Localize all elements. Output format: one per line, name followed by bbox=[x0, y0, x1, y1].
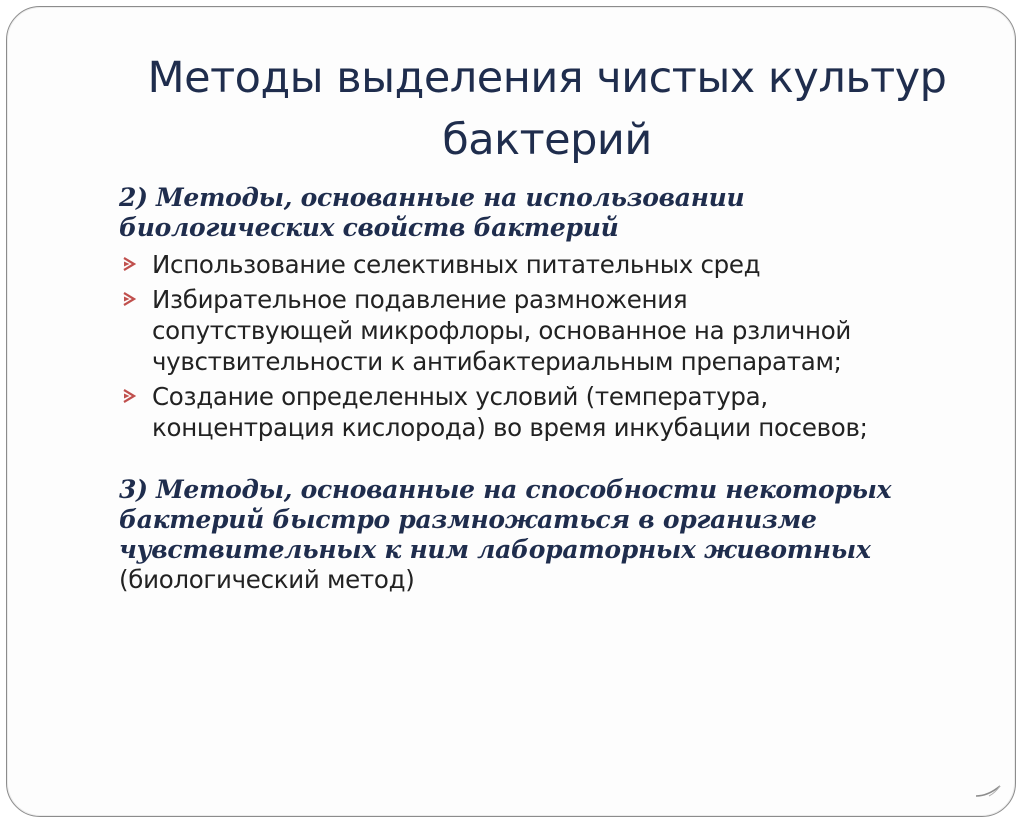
bullet-list bbox=[119, 249, 999, 443]
heading-line: биологических свойств бактерий bbox=[119, 213, 619, 242]
page-curl-icon bbox=[975, 784, 1001, 796]
slide-content bbox=[119, 183, 999, 595]
section-3-note: (биологический метод) bbox=[119, 565, 415, 594]
section-3 bbox=[119, 475, 999, 595]
heading-line: чувствительных к ним лабораторных животных bbox=[119, 535, 871, 564]
bullet-item bbox=[119, 249, 999, 280]
bullet-line: сопутствующей микрофлоры, основанное на рзличной bbox=[152, 316, 852, 345]
heading-line: 3) Методы, основанные на способности некоторых bbox=[119, 475, 892, 504]
section-2-heading bbox=[119, 183, 999, 243]
heading-line: бактерий быстро размножаться в организме bbox=[119, 505, 817, 534]
title-line: Методы выделения чистых культур bbox=[147, 53, 947, 103]
bullet-text bbox=[152, 249, 999, 280]
slide-frame bbox=[6, 6, 1016, 817]
bullet-line: концентрация кислорода) во время инкубации посевов; bbox=[152, 413, 868, 442]
arrow-bullet-icon bbox=[119, 382, 139, 410]
slide-title bbox=[97, 47, 997, 171]
bullet-line: Создание определенных условий (температура, bbox=[152, 382, 768, 411]
bullet-item bbox=[119, 284, 999, 377]
bullet-text bbox=[152, 381, 999, 443]
heading-line: 2) Методы, основанные на использовании bbox=[119, 183, 745, 212]
section-3-heading bbox=[119, 475, 999, 565]
arrow-bullet-icon bbox=[119, 250, 139, 278]
title-line: бактерий bbox=[442, 115, 652, 165]
bullet-line: Избирательное подавление размножения bbox=[152, 285, 688, 314]
bullet-text bbox=[152, 284, 999, 377]
bullet-line: Использование селективных питательных сред bbox=[152, 250, 761, 279]
arrow-bullet-icon bbox=[119, 285, 139, 313]
bullet-item bbox=[119, 381, 999, 443]
bullet-line: чувствительности к антибактериальным препаратам; bbox=[152, 347, 842, 376]
